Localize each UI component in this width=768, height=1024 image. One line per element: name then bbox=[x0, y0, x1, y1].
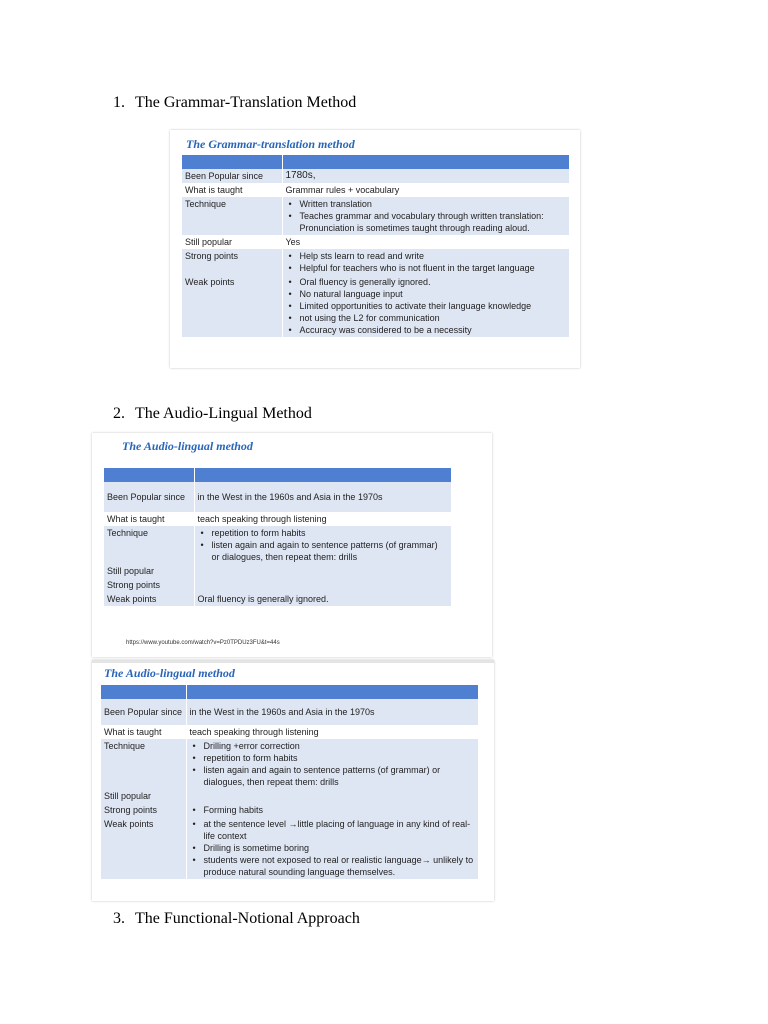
row-key: Technique bbox=[104, 526, 194, 564]
slide-grammar-translation bbox=[170, 130, 580, 368]
row-key: Been Popular since bbox=[104, 482, 194, 512]
row-value: Grammar rules + vocabulary bbox=[282, 183, 569, 197]
row-key: What is taught bbox=[182, 183, 282, 197]
table-row bbox=[104, 482, 451, 512]
row-key: Been Popular since bbox=[101, 699, 186, 725]
slide-title: The Audio-lingual method bbox=[122, 439, 253, 453]
section-heading-2 bbox=[113, 405, 312, 423]
table-row bbox=[101, 725, 478, 739]
row-key: Weak points bbox=[104, 592, 194, 606]
bullet-item: • Help sts learn to read and write bbox=[300, 250, 567, 262]
table-row bbox=[101, 739, 478, 789]
row-value bbox=[186, 817, 478, 879]
slide-audio-lingual-2 bbox=[92, 660, 494, 901]
method-table bbox=[101, 685, 479, 879]
row-key: Weak points bbox=[182, 275, 282, 337]
row-value bbox=[186, 739, 478, 789]
bullet-item: • Written translation bbox=[300, 198, 567, 210]
table-row bbox=[182, 183, 569, 197]
row-key: Strong points bbox=[101, 803, 186, 817]
row-key: What is taught bbox=[101, 725, 186, 739]
slide-audio-lingual-1 bbox=[92, 433, 492, 657]
bullet-item: • students were not exposed to real or realistic language→ unlikely to produce natural sounding language themselves. bbox=[204, 854, 476, 878]
slide-title: The Audio-lingual method bbox=[104, 666, 235, 680]
table-row bbox=[182, 197, 569, 235]
row-value: teach speaking through listening bbox=[194, 512, 451, 526]
row-value: Oral fluency is generally ignored. bbox=[194, 592, 451, 606]
bullet-item: • Drilling +error correction bbox=[204, 740, 476, 752]
row-key: Weak points bbox=[101, 817, 186, 879]
bullet-item: • Teaches grammar and vocabulary through written translation: Pronunciation is sometimes taught through reading aloud. bbox=[300, 210, 567, 234]
row-key: Strong points bbox=[182, 249, 282, 275]
row-value bbox=[186, 803, 478, 817]
row-key: Still popular bbox=[182, 235, 282, 249]
bullet-item: • at the sentence level →little placing of language in any kind of real-life context bbox=[204, 818, 476, 842]
bullet-item: • Oral fluency is generally ignored. bbox=[300, 276, 567, 288]
video-link[interactable]: https://www.youtube.com/watch?v=Pz0TPDUz3FU&t=44s bbox=[126, 640, 280, 646]
bullet-item: • not using the L2 for communication bbox=[300, 312, 567, 324]
row-value: teach speaking through listening bbox=[186, 725, 478, 739]
bullet-item: • No natural language input bbox=[300, 288, 567, 300]
row-value bbox=[282, 249, 569, 275]
table-header-band bbox=[182, 155, 569, 169]
bullet-item: • repetition to form habits bbox=[212, 527, 449, 539]
table-row bbox=[182, 235, 569, 249]
row-value bbox=[186, 789, 478, 803]
table-row bbox=[182, 169, 569, 183]
bullet-item: • Limited opportunities to activate their language knowledge bbox=[300, 300, 567, 312]
bullet-item: • repetition to form habits bbox=[204, 752, 476, 764]
row-value: in the West in the 1960s and Asia in the 1970s bbox=[194, 482, 451, 512]
section-heading-3 bbox=[113, 910, 360, 928]
section-heading-1 bbox=[113, 94, 356, 112]
table-header-band bbox=[104, 468, 451, 482]
section-number: 2. bbox=[113, 405, 125, 422]
row-value: Yes bbox=[282, 235, 569, 249]
bullet-item: • Helpful for teachers who is not fluent in the target language bbox=[300, 262, 567, 274]
row-value bbox=[194, 564, 451, 578]
table-row bbox=[104, 564, 451, 578]
table-row bbox=[104, 578, 451, 592]
bullet-item: • Drilling is sometime boring bbox=[204, 842, 476, 854]
bullet-item: • listen again and again to sentence patterns (of grammar) or dialogues, then repeat them: drills bbox=[212, 539, 449, 563]
table-row bbox=[101, 817, 478, 879]
row-key: What is taught bbox=[104, 512, 194, 526]
table-row bbox=[104, 526, 451, 564]
row-value: 1780s, bbox=[282, 169, 569, 183]
row-key: Still popular bbox=[104, 564, 194, 578]
table-row bbox=[104, 592, 451, 606]
table-row bbox=[104, 512, 451, 526]
table-row bbox=[101, 699, 478, 725]
method-table bbox=[182, 155, 570, 337]
table-header-band bbox=[101, 685, 478, 699]
method-table bbox=[104, 468, 452, 606]
table-row bbox=[182, 249, 569, 275]
slide-title: The Grammar-translation method bbox=[186, 137, 355, 151]
row-value: in the West in the 1960s and Asia in the 1970s bbox=[186, 699, 478, 725]
bullet-item: • Forming habits bbox=[204, 804, 476, 816]
row-key: Been Popular since bbox=[182, 169, 282, 183]
row-value bbox=[282, 197, 569, 235]
section-title: The Audio-Lingual Method bbox=[135, 405, 312, 422]
row-value bbox=[282, 275, 569, 337]
bullet-item: • listen again and again to sentence patterns (of grammar) or dialogues, then repeat them: drills bbox=[204, 764, 476, 788]
section-number: 3. bbox=[113, 910, 125, 927]
table-row bbox=[182, 275, 569, 337]
row-key: Strong points bbox=[104, 578, 194, 592]
row-value bbox=[194, 578, 451, 592]
section-title: The Grammar-Translation Method bbox=[135, 94, 357, 111]
row-key: Still popular bbox=[101, 789, 186, 803]
row-key: Technique bbox=[182, 197, 282, 235]
table-row bbox=[101, 789, 478, 803]
table-row bbox=[101, 803, 478, 817]
bullet-item: • Accuracy was considered to be a necessity bbox=[300, 324, 567, 336]
row-value bbox=[194, 526, 451, 564]
section-number: 1. bbox=[113, 94, 125, 111]
row-key: Technique bbox=[101, 739, 186, 789]
section-title: The Functional-Notional Approach bbox=[135, 910, 360, 927]
